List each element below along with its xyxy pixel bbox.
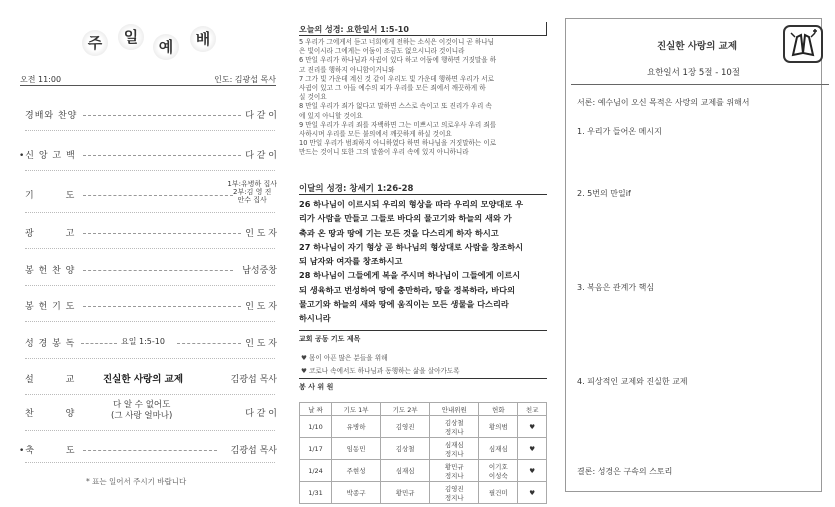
verse-line: 8 만일 우리가 죄가 없다고 말하면 스스로 속이고 또 진리가 우리 속 — [299, 102, 492, 111]
title-char: 주 — [82, 30, 108, 56]
passage-line: 되 생육하고 번성하여 땅에 충만하라, 땅을 정복하라, 바다의 — [299, 284, 515, 295]
order-leader: 다 같 이 — [245, 409, 277, 419]
verse-line: 7 그가 빛 가운데 계신 것 같이 우리도 빛 가운데 행하면 우리가 서로 — [299, 74, 494, 83]
passage-line: 27 하나님이 자기 형상 곧 하나님의 형상대로 사람을 창조하시 — [299, 241, 524, 252]
column-header: 기도 1부 — [332, 403, 381, 416]
sermon-title: 진실한 사랑의 교제 — [103, 374, 184, 385]
order-leader: 김광섭 목사 — [230, 446, 277, 456]
table-cell: 박종구 — [332, 482, 381, 504]
order-name: 성 경 봉 독 — [25, 339, 76, 349]
column-header: 날 짜 — [300, 403, 332, 416]
title-char: 예 — [153, 34, 179, 60]
title-char: 일 — [118, 24, 144, 50]
table-cell: ♥ — [518, 460, 547, 482]
table-cell: 김상철 — [381, 438, 430, 460]
table-cell: 1/17 — [300, 438, 332, 460]
table-row — [300, 482, 547, 504]
table-cell: 김영진 — [381, 416, 430, 438]
order-row — [25, 263, 277, 277]
table-cell: 황의범 — [479, 416, 518, 438]
table-cell: ♥ — [518, 482, 547, 504]
service-title — [78, 22, 248, 62]
order-row — [25, 299, 277, 313]
today-scripture-heading: 오늘의 성경: 요한일서 1:5-10 — [299, 25, 409, 34]
table-cell: 황민규 정지나 — [430, 460, 479, 482]
table-cell: 심재심 — [381, 460, 430, 482]
order-leader: 남성중창 — [242, 266, 277, 276]
readings-panel — [297, 0, 555, 507]
table-cell: 1/10 — [300, 416, 332, 438]
verse-line: 사하시며 우리를 모든 불의에서 깨끗하게 하실 것이요 — [299, 130, 452, 139]
table-cell: 황민규 — [381, 482, 430, 504]
order-of-worship-panel — [0, 0, 290, 507]
table-cell: 유병하 — [332, 416, 381, 438]
sermon-point: 2. 5번의 만일if — [577, 189, 631, 198]
verse-line: 사귐이 있고 그 아들 예수의 피가 우리를 모든 죄에서 깨끗하게 하 — [299, 84, 486, 93]
verse-block — [299, 38, 547, 158]
table-cell: 김상철 정지나 — [430, 416, 479, 438]
passage-line: 26 하나님이 이르시되 우리의 형상을 따라 우리의 모양대로 우 — [299, 199, 524, 209]
service-info — [20, 74, 276, 86]
column-header: 안내위원 — [430, 403, 479, 416]
passage-line: 28 하나님이 그들에게 복을 주시며 하나님이 그들에게 이르시 — [299, 270, 521, 281]
table-row — [300, 416, 547, 438]
prayer-leader-2-title: 안수 집사 — [237, 196, 267, 204]
table-cell: 심재심 정지나 — [430, 438, 479, 460]
table-cell: 심재심 — [479, 438, 518, 460]
duty-table — [299, 402, 547, 504]
genesis-passage — [299, 197, 549, 326]
table-cell: ♥ — [518, 438, 547, 460]
sermon-conclusion: 결론: 성경은 구속의 스토리 — [577, 467, 673, 476]
order-row — [25, 336, 277, 350]
column-header: 기도 2부 — [381, 403, 430, 416]
table-cell: 필건미 — [479, 482, 518, 504]
passage-line: 되 남자와 여자를 창조하시고 — [299, 256, 403, 267]
column-header: 친교 — [518, 403, 547, 416]
table-cell: 1/24 — [300, 460, 332, 482]
order-leader: 인 도 자 — [245, 339, 277, 349]
prayer-item: ♥ 코로나 속에서도 하나님과 동행하는 삶을 살아가도록 — [301, 367, 460, 375]
hymn-subtitle: (그 사랑 얼마나) — [111, 411, 173, 421]
prayer-leader-1: 1부:유병하 집사 — [227, 180, 277, 188]
prayer-heading: 교회 공동 기도 제목 — [299, 335, 361, 343]
duty-heading: 봉 사 위 원 — [299, 383, 334, 391]
order-leader: 인 도 자 — [245, 229, 277, 239]
order-name: 봉 헌 찬 양 — [25, 266, 76, 276]
order-row — [25, 372, 277, 386]
passage-line: 하시니라 — [299, 313, 331, 324]
passage-line: 축과 온 땅과 땅에 기는 모든 것을 다스리게 하자 하시고 — [299, 227, 499, 238]
order-row — [19, 148, 277, 162]
passage-line: 리가 사람을 만들고 그들로 바다의 물고기와 하늘의 새와 가 — [299, 213, 512, 224]
verse-line: 은 빛이시라 그에게는 어둠이 조금도 없으시니라 것이니라 — [299, 47, 465, 56]
verse-line: 실 것이요 — [299, 93, 327, 102]
order-name: 찬 양 — [25, 409, 76, 419]
verse-line: 5 우리가 그에게서 듣고 너희에게 전하는 소식은 이것이니 곧 하나님 — [299, 38, 495, 46]
order-name: 경배와 찬양 — [25, 111, 78, 121]
order-leader: 다 같 이 — [245, 111, 277, 121]
order-name: 봉 헌 기 도 — [25, 302, 76, 312]
order-name: 설 교 — [25, 375, 76, 385]
order-row — [25, 180, 277, 204]
column-header: 헌화 — [479, 403, 518, 416]
service-leader: 인도: 김광섭 목사 — [214, 75, 276, 84]
verse-line: 에 있지 아니할 것이요 — [299, 111, 363, 120]
title-char: 배 — [190, 26, 216, 52]
table-cell: ♥ — [518, 416, 547, 438]
prayer-leader-2: 2부:김 영 진 — [233, 188, 272, 196]
order-row — [25, 400, 277, 421]
sermon-point: 3. 복음은 관계가 핵심 — [577, 283, 655, 292]
scripture-reference: 요일 1:5-10 — [121, 337, 165, 346]
sermon-point: 4. 피상적인 교제와 진실한 교제 — [577, 377, 688, 386]
order-leader: 다 같 이 — [245, 151, 277, 161]
hymn-title: 다 알 수 없어도 — [112, 400, 171, 410]
service-time: 오전 11:00 — [20, 75, 62, 84]
verse-line: 고 진리를 행하지 아니함이거니와 — [299, 65, 395, 74]
table-row — [300, 460, 547, 482]
sermon-intro: 서론: 예수님이 오신 목적은 사랑의 교제를 위해서 — [577, 98, 750, 107]
sermon-notes-verse: 요한일서 1장 5절 - 10절 — [647, 68, 740, 78]
order-name: •신 앙 고 백 — [19, 151, 76, 161]
praying-hands-icon — [783, 25, 823, 63]
table-cell: 김영진 정지나 — [430, 482, 479, 504]
table-cell: 주현성 — [332, 460, 381, 482]
sermon-notes-panel — [565, 0, 835, 507]
month-scripture-heading: 이달의 성경: 창세기 1:26-28 — [299, 184, 414, 194]
verse-line: 6 만일 우리가 하나님과 사귐이 있다 하고 어둠에 행하면 거짓말을 하 — [299, 56, 497, 65]
sermon-notes-title: 진실한 사랑의 교제 — [657, 41, 738, 52]
table-row — [300, 438, 547, 460]
prayer-item: ♥ 몸이 아픈 많은 분들을 위해 — [301, 354, 388, 362]
order-leader: 인 도 자 — [245, 302, 277, 312]
order-row — [19, 443, 277, 457]
verse-line: 9 만일 우리가 우리 죄를 자백하면 그는 미쁘시고 의로우사 우리 죄를 — [299, 120, 497, 129]
table-header-row — [300, 403, 547, 416]
order-name: 기 도 — [25, 191, 76, 201]
verse-line: 10 만일 우리가 범죄하지 아니하였다 하면 하나님을 거짓말하는 이로 — [299, 139, 497, 148]
sermon-notes-box — [565, 18, 822, 492]
verse-line: 만드는 것이니 또한 그의 말씀이 우리 속에 있지 아니하니라 — [299, 148, 469, 157]
order-row — [25, 226, 277, 240]
order-row — [25, 108, 277, 122]
order-name: •축 도 — [19, 446, 76, 456]
footnote: * 표는 일어서 주시기 바랍니다 — [86, 477, 187, 486]
table-cell: 1/31 — [300, 482, 332, 504]
passage-line: 물고기와 하늘의 새와 땅에 움직이는 모든 생물을 다스리라 — [299, 299, 509, 310]
order-leader: 김광섭 목사 — [230, 375, 277, 385]
table-cell: 임동민 — [332, 438, 381, 460]
order-name: 광 고 — [25, 229, 76, 239]
table-cell: 이기호 이성숙 — [479, 460, 518, 482]
sermon-point: 1. 우리가 들어온 메시지 — [577, 127, 662, 136]
